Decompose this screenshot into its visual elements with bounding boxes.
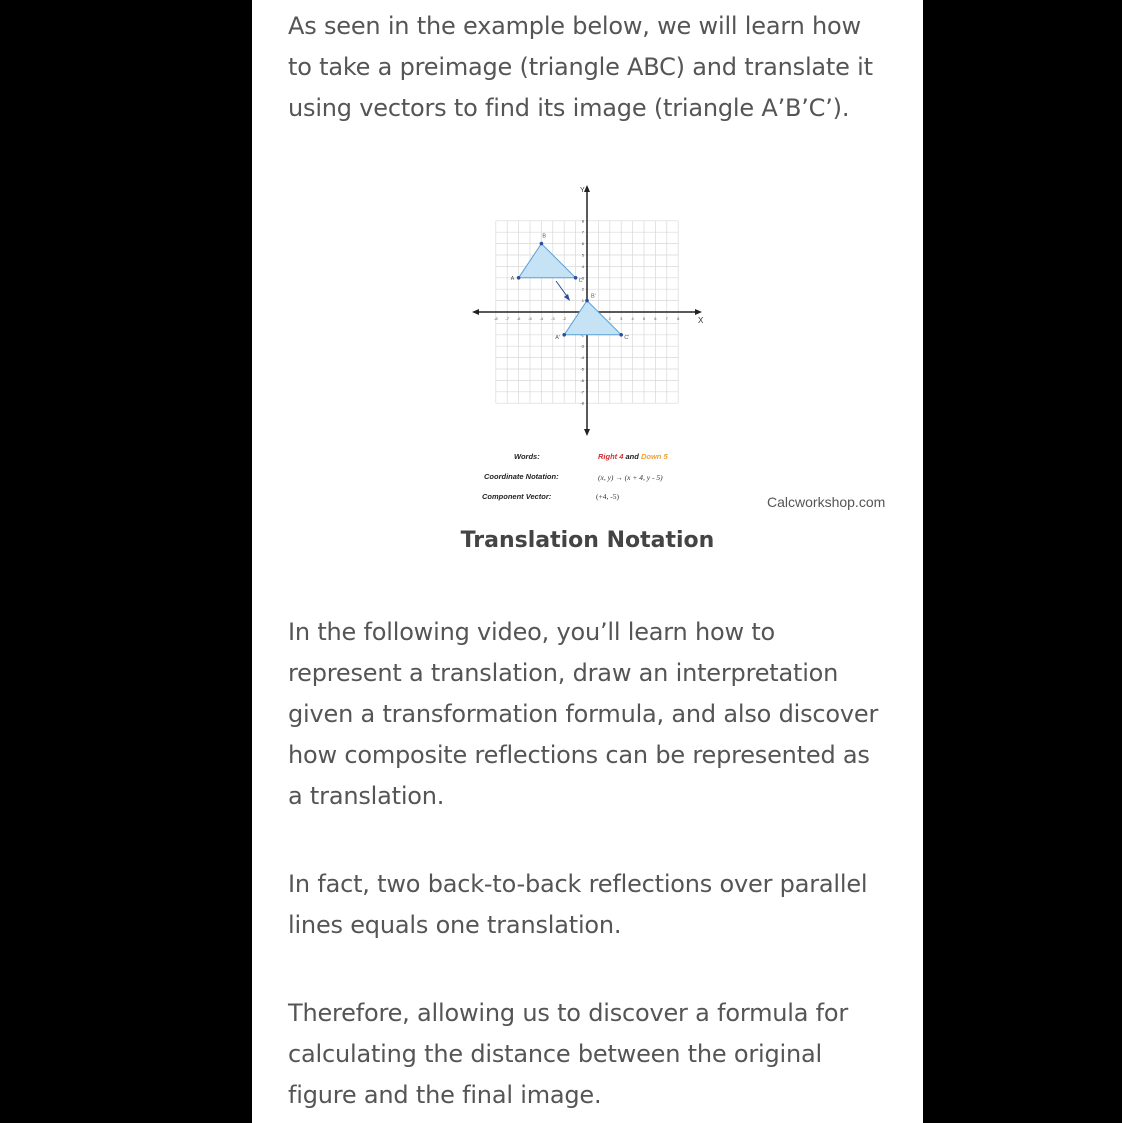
video-paragraph: In the following video, you’ll learn how to represent a translation, draw an interpretation given a transformation formula, and also discover how composite reflections can be represented as a translation. xyxy=(288,618,879,810)
coordinate-notation-value: (x, y) → (x + 4, y - 5) xyxy=(598,473,663,482)
vertex-label: B' xyxy=(591,293,596,300)
x-tick-label: -7 xyxy=(505,316,509,321)
vertex-label: B xyxy=(542,233,547,240)
x-tick-label: 3 xyxy=(620,316,623,321)
vertex-label: A xyxy=(510,275,515,282)
x-tick-label: -8 xyxy=(494,316,498,321)
preimage-triangle xyxy=(519,244,576,278)
figure-caption: Translation Notation xyxy=(460,528,715,553)
fact-paragraph: In fact, two back-to-back reflections over parallel lines equals one translation. xyxy=(288,870,868,939)
words-right: Right 4 xyxy=(598,452,624,461)
image-credit: Calcworkshop.com xyxy=(767,494,886,510)
x-axis-left-arrow xyxy=(472,309,479,315)
coordinate-graph xyxy=(472,183,712,523)
x-tick-label: -3 xyxy=(551,316,555,321)
words-label: Words: xyxy=(514,452,540,461)
translation-figure xyxy=(472,183,712,523)
y-tick-label: -4 xyxy=(580,355,584,361)
x-tick-label: -2 xyxy=(562,316,566,321)
x-tick-label: 8 xyxy=(677,316,680,321)
y-tick-label: -5 xyxy=(580,366,584,372)
y-tick-label: -3 xyxy=(580,343,584,349)
words-value xyxy=(598,452,668,461)
vertex-point xyxy=(574,276,578,280)
x-tick-label: 4 xyxy=(631,316,634,321)
y-tick-label: -8 xyxy=(580,400,584,406)
vertex-label: C xyxy=(578,277,583,284)
x-tick-label: 7 xyxy=(665,316,668,321)
x-axis-label: X xyxy=(698,316,704,325)
y-tick-label: 2 xyxy=(581,286,584,292)
coordinate-notation-label: Coordinate Notation: xyxy=(484,472,559,481)
x-axis-right-arrow xyxy=(695,309,702,315)
image-triangle xyxy=(564,301,621,335)
y-tick-label: 7 xyxy=(581,229,584,235)
vertex-point xyxy=(585,299,589,303)
x-tick-label: 6 xyxy=(654,316,657,321)
y-axis-top-arrow xyxy=(584,185,590,192)
y-tick-label: 4 xyxy=(581,263,584,269)
vertex-point xyxy=(517,276,521,280)
vertex-point xyxy=(562,333,566,337)
words-down: Down 5 xyxy=(640,452,668,461)
y-axis-label: Y xyxy=(580,187,585,194)
component-vector-value: (+4, -5) xyxy=(596,492,619,501)
y-axis-bottom-arrow xyxy=(584,429,590,436)
y-tick-label: 3 xyxy=(581,275,584,281)
y-tick-label: 5 xyxy=(581,252,584,258)
translation-arrow-head xyxy=(564,294,570,301)
x-tick-label: -5 xyxy=(528,316,532,321)
vertex-label: A' xyxy=(555,334,560,341)
y-tick-label: 8 xyxy=(581,218,584,224)
y-tick-label: -7 xyxy=(580,389,584,395)
vertex-label: C' xyxy=(624,334,630,341)
y-tick-label: 6 xyxy=(581,241,584,247)
therefore-paragraph: Therefore, allowing us to discover a formula for calculating the distance between the original figure and the final image. xyxy=(288,999,849,1109)
y-tick-label: -6 xyxy=(580,377,584,383)
x-tick-label: -6 xyxy=(516,316,521,321)
intro-paragraph: As seen in the example below, we will learn how to take a preimage (triangle ABC) and translate it using vectors to find its image (triangle A’B’C’). xyxy=(288,12,873,122)
component-vector-label: Component Vector: xyxy=(482,492,552,501)
x-tick-label: 5 xyxy=(642,316,646,321)
y-tick-label: 1 xyxy=(581,298,584,304)
vertex-point xyxy=(619,333,623,337)
x-tick-label: -4 xyxy=(539,316,544,321)
words-and: and xyxy=(625,452,639,461)
article-page xyxy=(252,0,923,1123)
vertex-point xyxy=(540,242,544,246)
x-tick-label: 2 xyxy=(608,316,611,321)
